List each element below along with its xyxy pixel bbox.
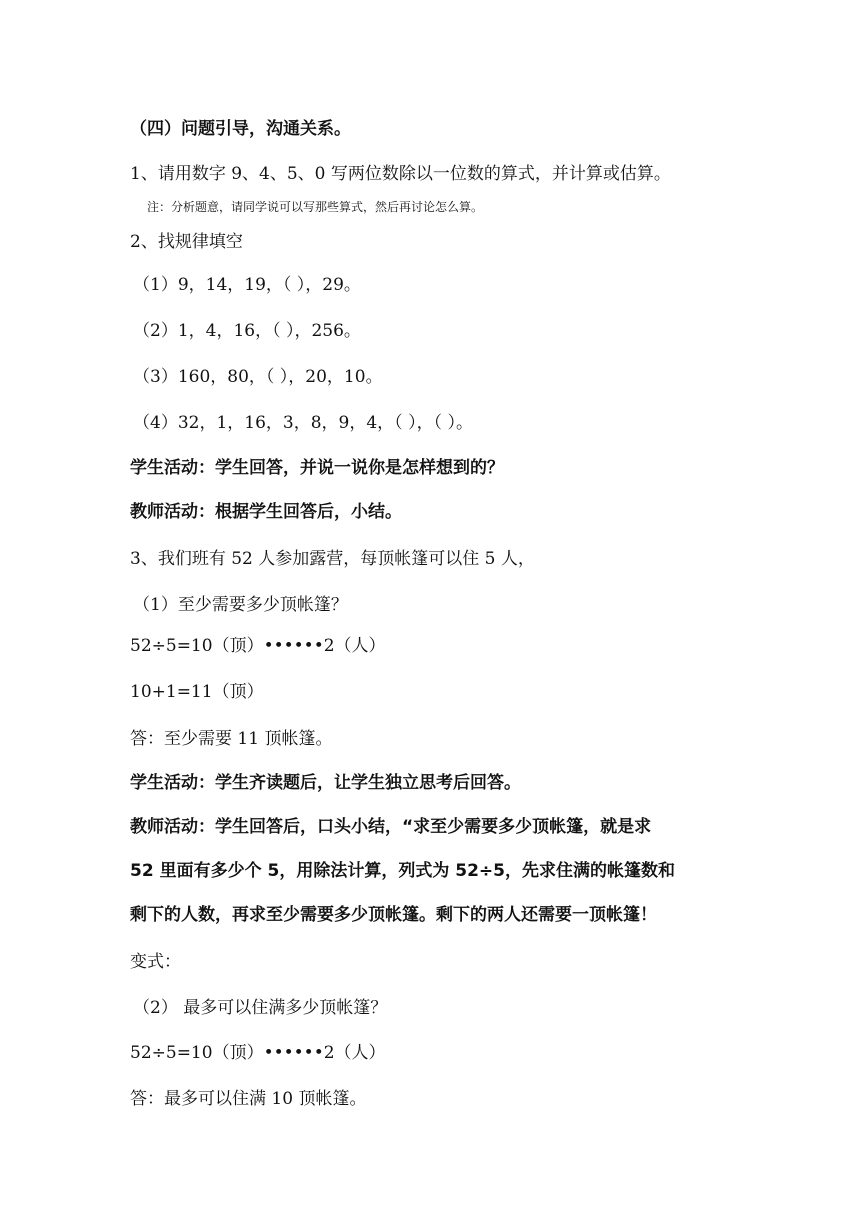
question-3-part-2: （2） 最多可以住满多少顶帐篷？ (133, 998, 388, 1018)
question-2-title: 2、找规律填空 (130, 232, 243, 252)
question-1-note: 注：分析题意，请同学说可以写那些算式，然后再讨论怎么算。 (147, 200, 484, 214)
pattern-item-4: （4）32，1，16，3，8，9，4，（ ），（ ）。 (133, 413, 473, 433)
teacher-activity-2-line-1: 教师活动：学生回答后，口头小结，“求至少需要多少顶帐篷，就是求 (130, 817, 652, 837)
answer-1: 答：至少需要 11 顶帐篷。 (130, 729, 333, 749)
section-heading: （四）问题引导，沟通关系。 (130, 119, 351, 139)
student-activity-2: 学生活动：学生齐读题后，让学生独立思考后回答。 (130, 773, 521, 793)
question-3: 3、我们班有 52 人参加露营，每顶帐篷可以住 5 人， (130, 549, 535, 569)
variation-label: 变式： (130, 952, 181, 972)
calculation-1: 52÷5=10（顶）••••••2（人） (130, 636, 386, 656)
pattern-item-2: （2）1，4，16，（ ），256。 (133, 321, 361, 341)
pattern-item-1: （1）9，14，19，（ ），29。 (133, 275, 361, 295)
student-activity-1: 学生活动：学生回答，并说一说你是怎样想到的？ (130, 458, 504, 478)
pattern-item-3: （3）160，80，（ ），20，10。 (133, 367, 383, 387)
teacher-activity-2-line-3: 剩下的人数，再求至少需要多少顶帐篷。剩下的两人还需要一顶帐篷！ (130, 905, 657, 925)
question-3-part-1: （1）至少需要多少顶帐篷？ (133, 595, 348, 615)
calculation-2: 10+1=11（顶） (130, 682, 264, 702)
calculation-3: 52÷5=10（顶）••••••2（人） (130, 1043, 386, 1063)
teacher-activity-1: 教师活动：根据学生回答后，小结。 (130, 502, 402, 522)
teacher-activity-2-line-2: 52 里面有多少个 5，用除法计算，列式为 52÷5，先求住满的帐篷数和 (130, 861, 675, 881)
question-1: 1、请用数字 9、4、5、0 写两位数除以一位数的算式，并计算或估算。 (130, 164, 671, 184)
answer-2: 答：最多可以住满 10 顶帐篷。 (130, 1089, 367, 1109)
